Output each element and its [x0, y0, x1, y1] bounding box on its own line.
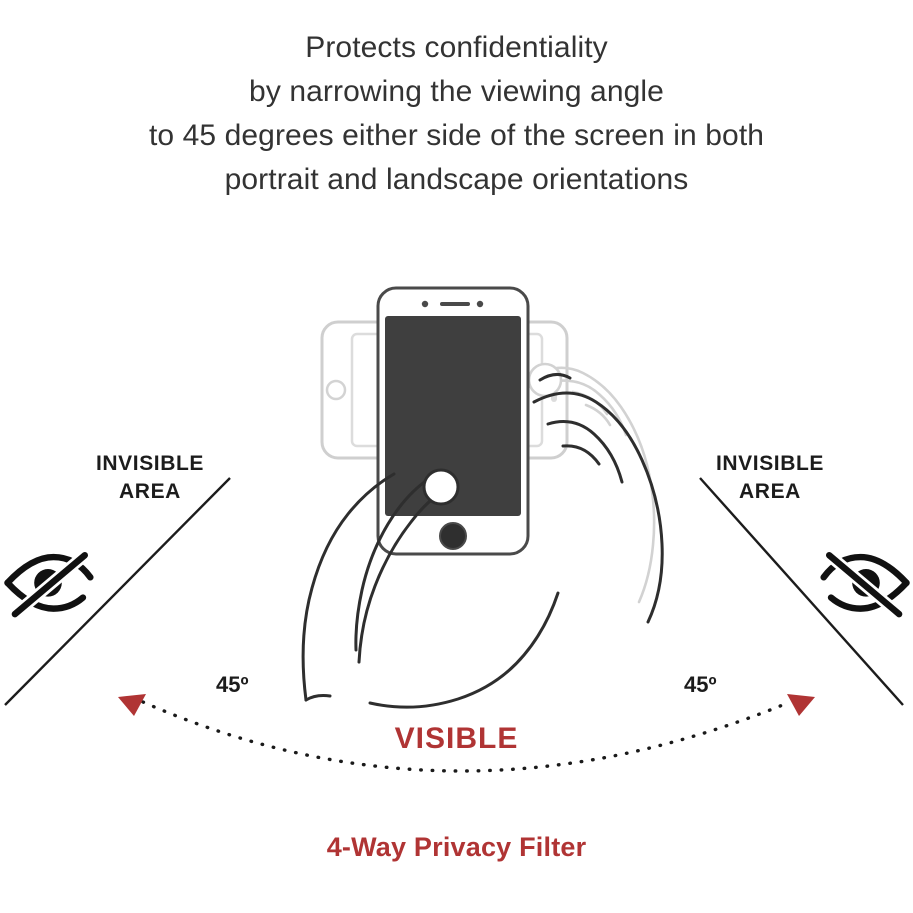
- palm-outline: [370, 593, 558, 707]
- eye-crossed-icon: [2, 535, 94, 627]
- invisible-area-right-line1: INVISIBLE: [715, 452, 825, 475]
- thumb-tip: [424, 470, 458, 504]
- headline-line-3: to 45 degrees either side of the screen in both: [148, 119, 765, 152]
- headline-line-4: portrait and landscape orientations: [224, 163, 689, 196]
- invisible-area-label-right: [675, 450, 865, 506]
- invisible-area-right-line2: AREA: [739, 480, 801, 503]
- visible-area-label: VISIBLE: [394, 722, 519, 755]
- product-name-label: 4-Way Privacy Filter: [326, 832, 587, 862]
- headline-line-2: by narrowing the viewing angle: [249, 75, 664, 108]
- invisible-area-left-line1: INVISIBLE: [95, 452, 205, 475]
- portrait-phone: [378, 288, 528, 554]
- invisible-area-label-left: [55, 450, 245, 506]
- invisible-area-left-line2: AREA: [119, 480, 181, 503]
- eye-crossed-icon: [820, 535, 912, 627]
- angle-label-left: 45º: [216, 672, 249, 697]
- headline-line-1: Protects confidentiality: [305, 31, 608, 64]
- angle-label-right: 45º: [684, 672, 717, 697]
